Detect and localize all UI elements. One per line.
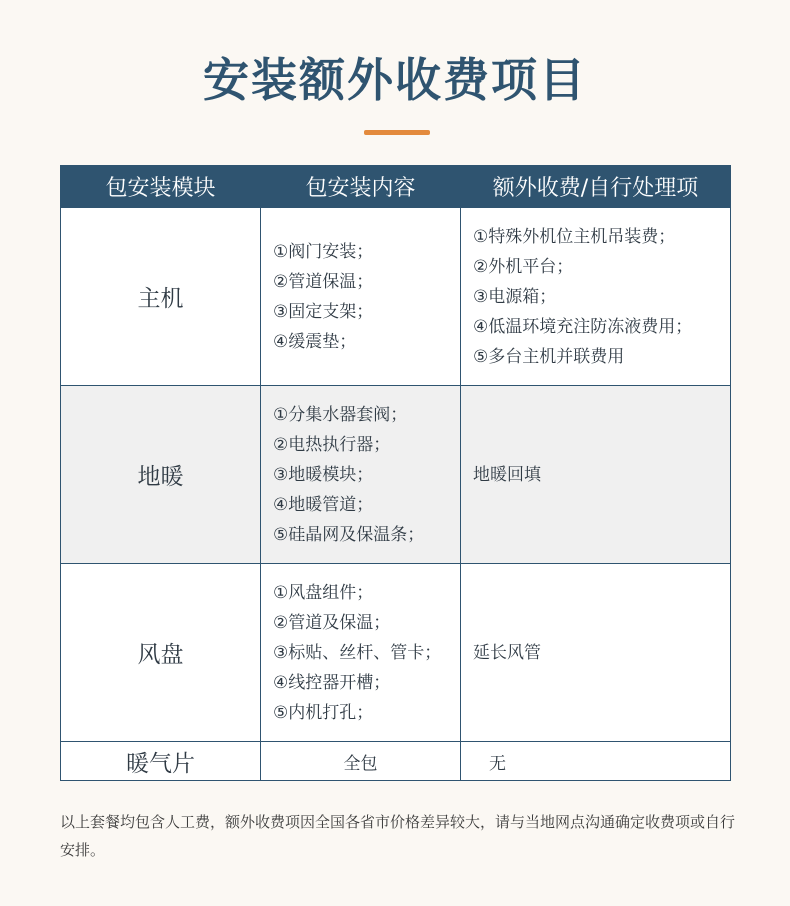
- list-item: ②外机平台；: [473, 256, 574, 277]
- extra-cell: [461, 208, 731, 386]
- module-cell: 主机: [61, 208, 261, 386]
- list-item: ⑤硅晶网及保温条；: [273, 524, 425, 545]
- list-item: 延长风管: [473, 642, 541, 663]
- list-item: ③标贴、丝杆、管卡；: [273, 642, 442, 663]
- list-item: ③固定支架；: [273, 301, 374, 322]
- list-item: ①风盘组件；: [273, 582, 374, 603]
- list-item: ③地暖模块；: [273, 464, 374, 485]
- module-cell: 风盘: [61, 564, 261, 742]
- included-cell: [261, 386, 461, 564]
- header-module: 包安装模块: [61, 166, 261, 208]
- included-cell: [261, 208, 461, 386]
- table-row-radiator: [61, 742, 731, 781]
- included-cell: 全包: [261, 742, 461, 781]
- list-item: ④缓震垫；: [273, 331, 357, 352]
- list-item: ⑤多台主机并联费用: [473, 346, 625, 367]
- list-item: ③电源箱；: [473, 286, 557, 307]
- module-cell: 暖气片: [61, 742, 261, 781]
- table-header-row: [61, 166, 731, 208]
- extra-cell: [461, 564, 731, 742]
- list-item: ②电热执行器；: [273, 434, 391, 455]
- header-included: 包安装内容: [261, 166, 461, 208]
- list-item: ④地暖管道；: [273, 494, 374, 515]
- extra-cell: 无: [461, 742, 731, 781]
- extra-cell: [461, 386, 731, 564]
- page-title: 安装额外收费项目: [203, 53, 587, 107]
- list-item: 地暖回填: [473, 464, 541, 485]
- list-item: ①分集水器套阀；: [273, 404, 408, 425]
- title-underline: [364, 130, 430, 135]
- list-item: ①特殊外机位主机吊装费；: [473, 226, 676, 247]
- fee-table: [60, 165, 731, 781]
- included-cell: [261, 564, 461, 742]
- list-item: ④低温环境充注防冻液费用；: [473, 316, 693, 337]
- list-item: ②管道及保温；: [273, 612, 391, 633]
- list-item: ④线控器开槽；: [273, 672, 391, 693]
- footnote: 以上套餐均包含人工费，额外收费项因全国各省市价格差异较大，请与当地网点沟通确定收费项或自行安排。: [60, 813, 736, 859]
- list-item: ⑤内机打孔；: [273, 702, 374, 723]
- module-cell: 地暖: [61, 386, 261, 564]
- table-row-fan-coil: [61, 564, 731, 742]
- table-row-host: [61, 208, 731, 386]
- list-item: ②管道保温；: [273, 271, 374, 292]
- list-item: ①阀门安装；: [273, 241, 374, 262]
- header-extra: 额外收费/自行处理项: [461, 166, 731, 208]
- table-row-floor-heating: [61, 386, 731, 564]
